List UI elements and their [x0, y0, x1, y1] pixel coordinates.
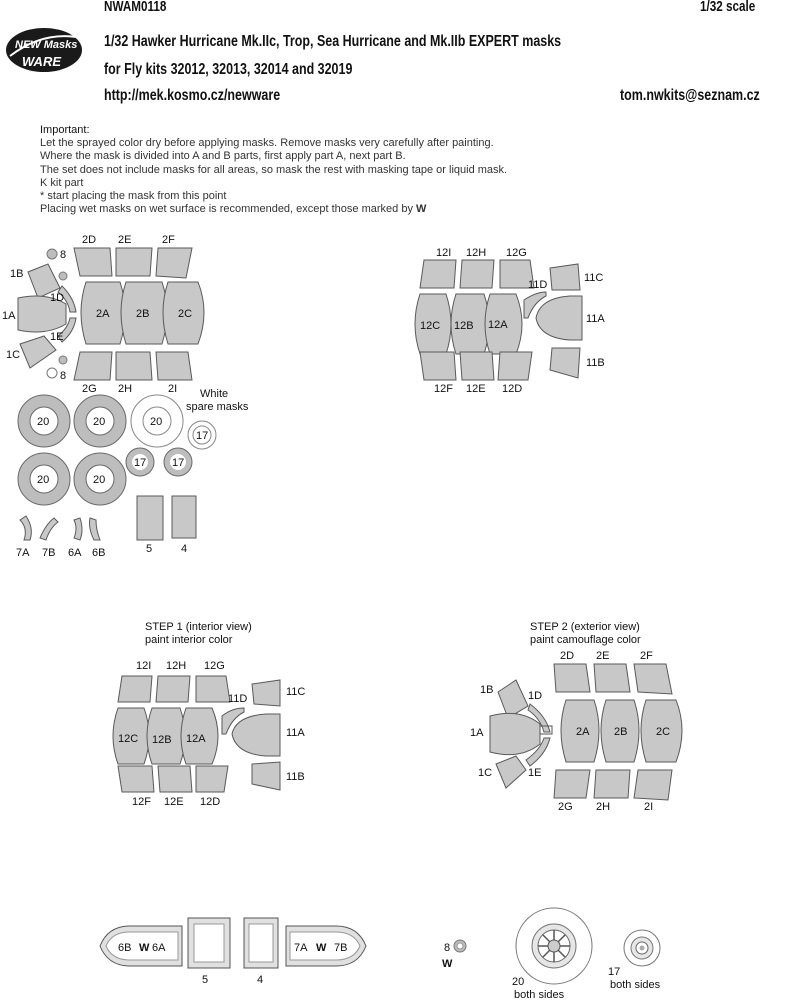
scale-label: 1/32 scale [700, 0, 756, 15]
step2-2E [594, 664, 630, 692]
step1-subtitle: paint interior color [145, 634, 233, 646]
label-spare-17: 17 [196, 430, 209, 442]
step2-diagram [470, 650, 682, 813]
step1-title: STEP 1 (interior view) [145, 621, 252, 633]
step1-12I [118, 676, 152, 702]
step1-label-12B: 12B [152, 734, 172, 746]
mask-6B [90, 518, 101, 540]
logo-top-text: NEW Masks [15, 39, 78, 51]
step1-12F [118, 766, 154, 792]
step2-label-2B: 2B [614, 726, 628, 738]
step2-label-2D: 2D [560, 650, 575, 662]
label-spare-20: 20 [150, 416, 163, 428]
instruction-line: Let the sprayed color dry before applying masks. Remove masks very carefully after painting. [40, 137, 494, 150]
label-2I: 2I [168, 383, 178, 395]
label-11A: 11A [586, 313, 605, 325]
mask-12H [460, 260, 494, 288]
mask-12I [420, 260, 456, 288]
spare-label-2: spare masks [186, 401, 249, 413]
label-1C: 1C [6, 349, 21, 361]
part4-inner [249, 924, 273, 962]
wheel-masks-group [18, 388, 249, 505]
mask-12F [420, 352, 456, 380]
instruction-line: * start placing the mask from this point [40, 190, 227, 203]
step2-subtitle: paint camouflage color [530, 634, 641, 646]
mask-2G [74, 352, 112, 380]
label-7B: 7B [42, 547, 56, 559]
step1-label-12F: 12F [132, 796, 151, 808]
label-part5: 5 [202, 974, 209, 986]
label-12H: 12H [466, 247, 487, 259]
step1-11C [252, 680, 280, 706]
mask-dot [59, 356, 67, 364]
step1-label-11C: 11C [286, 686, 306, 698]
mask-dot [59, 272, 67, 280]
step1-label-11A: 11A [286, 727, 305, 739]
instructions-heading: Important: [40, 124, 90, 136]
label-part4: 4 [257, 974, 264, 986]
step2-2D [554, 664, 590, 692]
mask-12D [498, 352, 532, 380]
mask-7A [20, 516, 31, 540]
label-12E: 12E [466, 383, 486, 395]
canopy-right-group [415, 247, 605, 395]
step1-11B [252, 762, 280, 790]
bottom-parts-group [100, 908, 661, 1000]
step2-label-1D: 1D [528, 690, 543, 702]
mask-2D [74, 248, 112, 276]
step1-caption [145, 621, 252, 647]
label-w-strip-right: W [316, 942, 327, 954]
wet-mark-w: W [416, 203, 427, 216]
instruction-line: Where the mask is divided into A and B parts, first apply part A, next part B. [40, 150, 406, 163]
mask-11A [536, 296, 582, 340]
label-wheel-20: 20 [37, 474, 50, 486]
label-6A: 6A [68, 547, 82, 559]
label-1E: 1E [50, 331, 64, 343]
mask-11B [550, 348, 580, 378]
step1-12E [158, 766, 192, 792]
label-wheel17-bottom: 17 [608, 966, 621, 978]
mask-dot-8 [47, 249, 57, 259]
label-1D: 1D [50, 292, 65, 304]
step2-label-2H: 2H [596, 801, 611, 813]
step2-2F [634, 664, 672, 694]
label-2E: 2E [118, 234, 132, 246]
mask-2H [116, 352, 152, 380]
step2-2I [634, 770, 672, 800]
title-line-2: for Fly kits 32012, 32013, 32014 and 32019 [104, 61, 353, 78]
label-2F: 2F [162, 234, 175, 246]
label-1B: 1B [10, 268, 24, 280]
step2-label-1C: 1C [478, 767, 493, 779]
mask-5 [137, 496, 163, 540]
logo-bottom-text: WARE [22, 54, 61, 69]
step1-label-12A: 12A [186, 733, 206, 745]
email-link[interactable]: tom.nwkits@seznam.cz [620, 87, 760, 104]
label-4: 4 [181, 543, 188, 555]
label-12G: 12G [506, 247, 527, 259]
label-2C: 2C [178, 308, 193, 320]
spare-dot-8 [47, 368, 57, 378]
step1-label-12G: 12G [204, 660, 225, 672]
label-w-strip-left: W [139, 942, 150, 954]
label-1A: 1A [2, 310, 16, 322]
step2-label-1B: 1B [480, 684, 494, 696]
step2-label-2I: 2I [644, 801, 654, 813]
mask-2E [116, 248, 152, 276]
step2-1B [498, 680, 528, 718]
instruction-line: The set does not include masks for all areas, so mask the rest with masking tape or liquid mask. [40, 163, 508, 176]
step1-diagram [113, 660, 305, 808]
label-6B: 6B [92, 547, 106, 559]
step1-label-12H: 12H [166, 660, 187, 672]
product-code: NWAM0118 [104, 0, 167, 15]
mask-7B [40, 518, 58, 540]
label-7A: 7A [16, 547, 30, 559]
step1-label-12I: 12I [136, 660, 152, 672]
label-12I: 12I [436, 247, 452, 259]
mask-6A [74, 518, 82, 540]
label-wheel-20: 20 [93, 416, 106, 428]
mask-2F [156, 248, 192, 278]
label-11D: 11D [528, 279, 548, 291]
step2-label-2C: 2C [656, 726, 671, 738]
step2-1C [496, 756, 526, 788]
step1-12H [156, 676, 190, 702]
step2-label-2A: 2A [576, 726, 590, 738]
mask-11C [550, 264, 580, 290]
spare-label-1: White [200, 388, 229, 400]
mask-12E [460, 352, 494, 380]
label-6A-strip: 6A [152, 942, 166, 954]
instruction-line: K kit part [40, 176, 84, 189]
label-2A: 2A [96, 308, 110, 320]
step2-1A [490, 713, 540, 754]
instruction-text: Placing wet masks on wet surface is recommended, except those marked by [40, 203, 413, 216]
step2-title: STEP 2 (exterior view) [530, 621, 640, 633]
label-12A: 12A [488, 319, 508, 331]
step1-12G [196, 676, 230, 702]
label-12D: 12D [502, 383, 523, 395]
label-both-sides-20: both sides [514, 989, 565, 1000]
label-2H: 2H [118, 383, 133, 395]
step2-label-1A: 1A [470, 727, 484, 739]
step1-12D [196, 766, 228, 792]
label-dot-w: W [442, 958, 453, 970]
mask-2I [156, 352, 192, 380]
step2-2G [554, 770, 590, 798]
mask-4 [172, 496, 196, 538]
label-11C: 11C [584, 272, 604, 284]
label-wheel-20: 20 [93, 474, 106, 486]
step2-caption [530, 621, 641, 647]
canopy-left-group [2, 234, 204, 395]
step1-label-11D: 11D [228, 693, 248, 705]
label-wheel-20: 20 [37, 416, 50, 428]
label-wheel20-bottom: 20 [512, 976, 525, 988]
label-5: 5 [146, 543, 153, 555]
label-12C: 12C [420, 320, 441, 332]
label-7A-strip: 7A [294, 942, 308, 954]
step1-label-12D: 12D [200, 796, 221, 808]
label-8-top: 8 [60, 249, 67, 261]
website-link[interactable]: http://mek.kosmo.cz/newware [104, 87, 281, 104]
step2-2H [594, 770, 630, 798]
step2-label-2G: 2G [558, 801, 573, 813]
title-line-1: 1/32 Hawker Hurricane Mk.IIc, Trop, Sea Hurricane and Mk.IIb EXPERT masks [104, 33, 562, 50]
step1-11A [232, 714, 280, 756]
label-7B-strip: 7B [334, 942, 348, 954]
step1-label-12E: 12E [164, 796, 184, 808]
label-2G: 2G [82, 383, 97, 395]
label-12F: 12F [434, 383, 453, 395]
label-2D: 2D [82, 234, 97, 246]
step2-label-2F: 2F [640, 650, 653, 662]
step1-label-12C: 12C [118, 733, 139, 745]
step2-label-2E: 2E [596, 650, 610, 662]
label-12B: 12B [454, 320, 474, 332]
label-both-sides-17: both sides [610, 979, 661, 991]
label-8-bottom: 8 [60, 370, 67, 382]
label-wheel-17: 17 [134, 457, 147, 469]
label-2B: 2B [136, 308, 150, 320]
label-11B: 11B [586, 357, 605, 369]
step2-label-1E: 1E [528, 767, 542, 779]
label-wheel-17: 17 [172, 457, 185, 469]
label-6B-strip: 6B [118, 942, 132, 954]
part5-inner [194, 924, 224, 962]
step1-label-11B: 11B [286, 771, 305, 783]
label-dot-8: 8 [444, 942, 451, 954]
